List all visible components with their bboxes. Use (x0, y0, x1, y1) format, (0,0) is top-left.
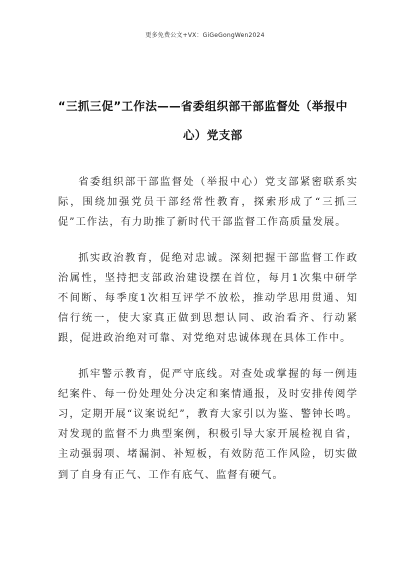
document-body (58, 173, 358, 501)
document-title-line-1: “三抓三促”工作法——省委组织部干部监督处（举报中 (58, 99, 348, 113)
paragraph-warning-education: 抓牢警示教育，促严守底线。对查处或掌握的每一例违纪案件、每一份处理处分决定和案情通报，及时安排传阅学习，定期开展“议案说纪”，教育大家引以为鉴、警钟长鸣。对发现的监督不力典型案例，积极引导大家开展检视自省，主动强弱项、堵漏洞、补短板，有效防范工作风险，切实做到了自身有正气、工作有底气、监督有硬气。 (58, 368, 358, 481)
paragraph-political-education: 抓实政治教育，促绝对忠诚。深刻把握干部监督工作政治属性，坚持把支部政治建设摆在首位，每月1次集中研学不间断、每季度1次相互评学不放松，推动学思用贯通、知信行统一，使大家真正做到思想认同、政治看齐、行动紧跟，促进政治绝对可靠、对党绝对忠诚体现在具体工作中。 (58, 252, 358, 345)
header-note: 更多免费公文+VX：GiGeGongWen2024 (145, 32, 265, 39)
document-title-line-2: 心）党支部 (183, 128, 243, 142)
paragraph-intro: 省委组织部干部监督处（举报中心）党支部紧密联系实际，围绕加强党员干部经常性教育，探索形成了“三抓三促”工作法，有力助推了新时代干部监督工作高质量发展。 (58, 177, 358, 229)
